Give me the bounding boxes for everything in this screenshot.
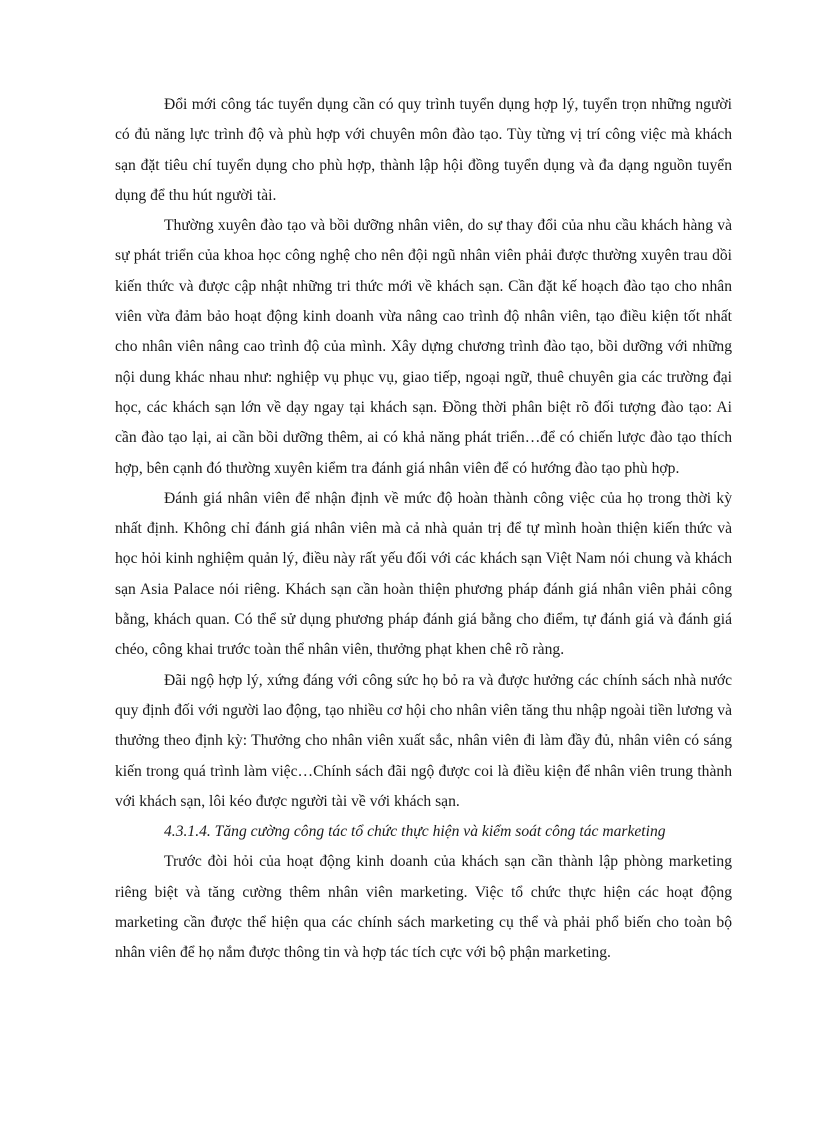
paragraph-compensation: Đãi ngộ hợp lý, xứng đáng với công sức họ bỏ ra và được hưởng các chính sách nhà nước quy định đối với người lao động, tạo nhiều cơ hội cho nhân viên tăng thu nhập ngoài tiền lương và thưởng theo định kỳ: Thưởng cho nhân viên xuất sắc, nhân viên đi làm đầy đủ, nhân viên có sáng kiến trong quá trình làm việc…Chính sách đãi ngộ được coi là điều kiện để nhân viên trung thành với khách sạn, lôi kéo được người tài về với khách sạn.: [115, 671, 732, 810]
paragraph-recruitment: Đổi mới công tác tuyển dụng cần có quy trình tuyển dụng hợp lý, tuyển trọn những người có đủ năng lực trình độ và phù hợp với chuyên môn đào tạo. Tùy từng vị trí công việc mà khách sạn đặt tiêu chí tuyển dụng cho phù hợp, thành lập hội đồng tuyển dụng và đa dạng nguồn tuyển dụng để thu hút người tài.: [115, 96, 732, 204]
section-heading: 4.3.1.4. Tăng cường công tác tổ chức thực hiện và kiểm soát công tác marketing: [164, 823, 666, 841]
paragraph-training: Thường xuyên đào tạo và bồi dưỡng nhân viên, do sự thay đổi của nhu cầu khách hàng và sự phát triển của khoa học công nghệ cho nên đội ngũ nhân viên phải được thường xuyên trau dồi kiến thức và được cập nhật những tri thức mới về khách sạn. Cần đặt kế hoạch đào tạo cho nhân viên vừa đảm bảo hoạt động kinh doanh vừa nâng cao trình độ nhân viên, tạo điều kiện tốt nhất cho nhân viên nâng cao trình độ của mình. Xây dựng chương trình đào tạo, bồi dưỡng với những nội dung khác nhau như: nghiệp vụ phục vụ, giao tiếp, ngoại ngữ, thuê chuyên gia các trường đại học, các khách sạn lớn về dạy ngay tại khách sạn. Đồng thời phân biệt rõ đối tượng đào tạo: Ai cần đào tạo lại, ai cần bồi dưỡng thêm, ai có khả năng phát triển…để có chiến lược đào tạo thích hợp, bên cạnh đó thường xuyên kiểm tra đánh giá nhân viên để có hướng đào tạo phù hợp.: [115, 217, 732, 477]
paragraph-marketing-organization: Trước đòi hỏi của hoạt động kinh doanh của khách sạn cần thành lập phòng marketing riêng biệt và tăng cường thêm nhân viên marketing. Việc tổ chức thực hiện các hoạt động marketing cần được thể hiện qua các chính sách marketing cụ thể và phải phổ biến cho toàn bộ nhân viên để họ nắm được thông tin và hợp tác tích cực với bộ phận marketing.: [115, 853, 732, 962]
paragraph-evaluation: Đánh giá nhân viên để nhận định về mức độ hoàn thành công việc của họ trong thời kỳ nhất định. Không chỉ đánh giá nhân viên mà cả nhà quản trị để tự mình hoàn thiện kiến thức và học hỏi kinh nghiệm quản lý, điều này rất yếu đối với các khách sạn Việt Nam nói chung và khách sạn Asia Palace nói riêng. Khách sạn cần hoàn thiện phương pháp đánh giá nhân viên phải công bằng, khách quan. Có thể sử dụng phương pháp đánh giá bằng cho điểm, tự đánh giá và đánh giá chéo, công khai trước toàn thể nhân viên, thưởng phạt khen chê rõ ràng.: [115, 489, 732, 659]
document-body: [115, 90, 732, 969]
